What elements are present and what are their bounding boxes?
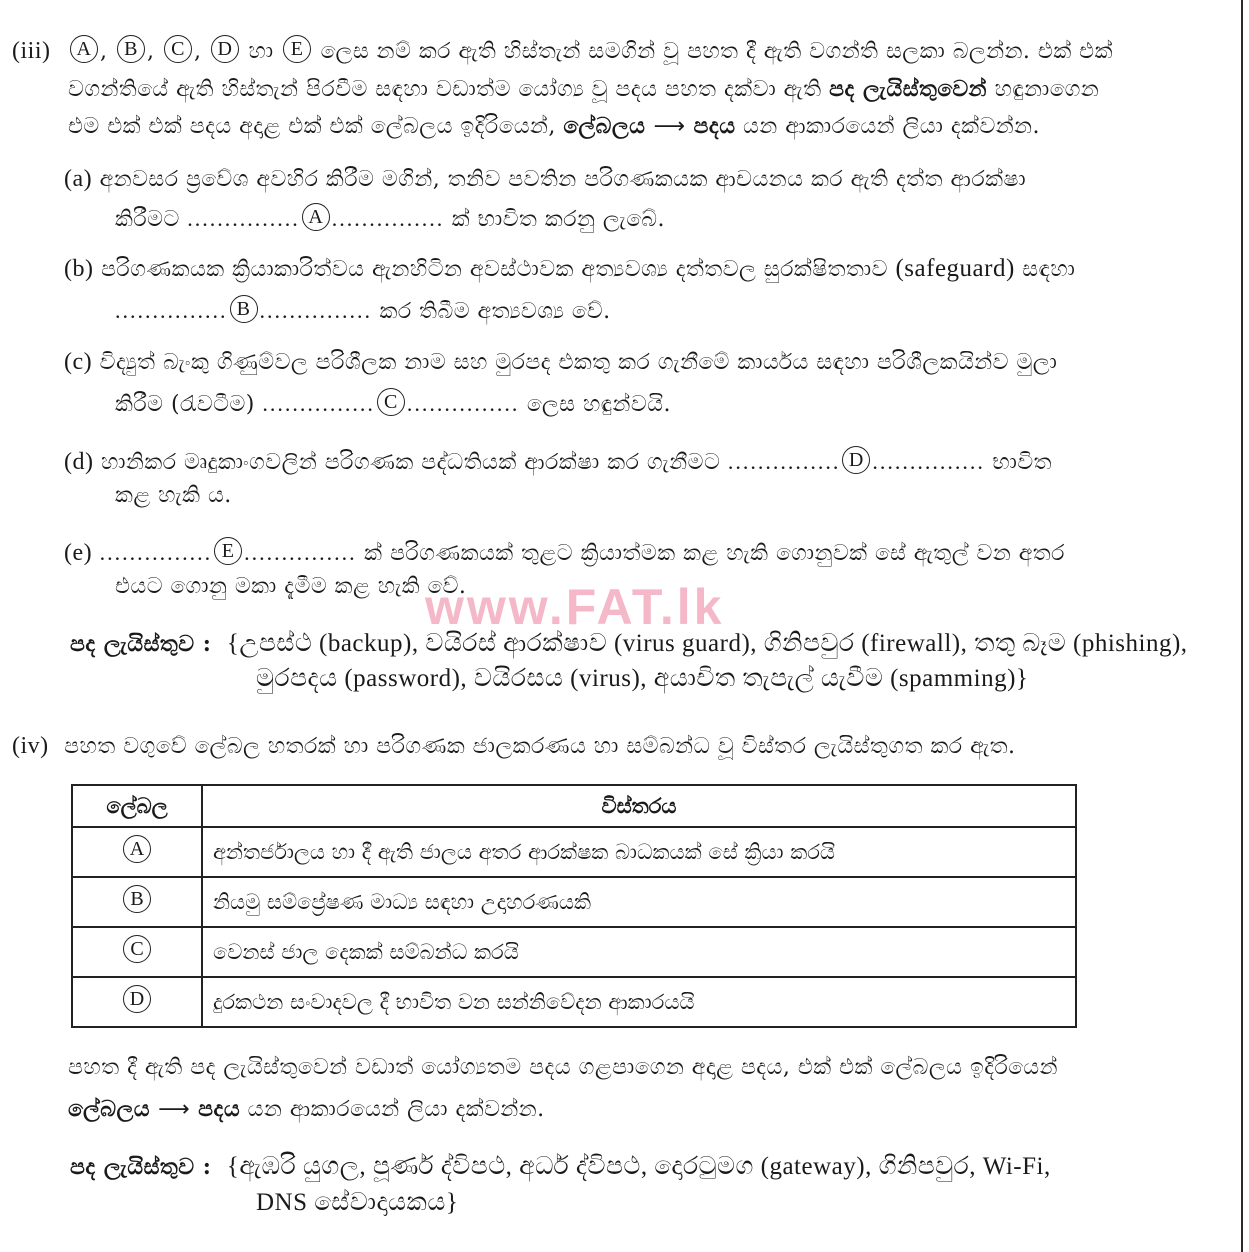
blank-dots: ............... bbox=[331, 206, 445, 231]
item-a-line-2 bbox=[115, 204, 665, 235]
label-description-table bbox=[71, 784, 1077, 1028]
item-a-line-1 bbox=[64, 164, 1026, 195]
word-list-iii-line-1 bbox=[70, 629, 1188, 660]
blank-dots: ............... bbox=[187, 206, 300, 231]
blank-label-e: E bbox=[214, 537, 242, 565]
item-d-line-2 bbox=[115, 481, 232, 511]
part-iii-number: (iii) bbox=[12, 38, 51, 64]
blank-dots: ............... bbox=[244, 540, 357, 565]
blank-dots: ............... bbox=[115, 298, 228, 323]
part-iv-intro-text: පහත වගුවේ ලේබල හතරක් හා පරිගණක ජාලකරණය හා සම්බන්ධ වූ විස්තර ලැයිස්තුගත කර ඇත. bbox=[64, 734, 1016, 759]
table-row bbox=[72, 827, 1076, 877]
page-right-border bbox=[1241, 0, 1243, 1252]
item-e-key: (e) bbox=[64, 540, 93, 566]
blank-dots: ............... bbox=[727, 449, 841, 474]
label-b-circle: B bbox=[117, 35, 145, 63]
word-list-iii-line-2: මුරපදය (password), වයිරසය (virus), අයාචිත තැපැල් යැවීම (spamming)} bbox=[256, 665, 1029, 692]
item-a-pre: කිරීමට bbox=[115, 207, 180, 232]
part-iv-number: (iv) bbox=[12, 733, 49, 759]
blank-label-d: D bbox=[842, 446, 870, 474]
word-list-text-1: {ඇඹරි යුගල, පූර්ණ ද්විපථ, අර්ධ ද්විපථ, දොරටුමග (gateway), ගිනිපවුර, Wi-Fi, bbox=[226, 1153, 1051, 1180]
table-row bbox=[72, 977, 1076, 1027]
word-list-label: පද ලැයිස්තුව : bbox=[70, 631, 212, 657]
term-word-bold: පදය bbox=[198, 1096, 241, 1122]
part-iv-instruction-1: පහත දී ඇති පද ලැයිස්තුවෙන් වඩාත් යෝග්‍යතම පදය ගළපාගෙන අදාළ පදය, එක් එක් ලේබලය ඉදිරියෙන් bbox=[68, 1055, 1058, 1080]
item-e-line-1 bbox=[64, 538, 1065, 569]
item-b-latin: (safeguard) bbox=[895, 255, 1015, 282]
item-c-line-1 bbox=[64, 347, 1057, 378]
label-e-circle: E bbox=[283, 35, 311, 63]
part-iii-intro-line-3 bbox=[68, 111, 1040, 142]
part-iv-instruction-2 bbox=[68, 1094, 545, 1125]
item-c-text: විද්‍යුත් බැංකු ගිණුම්වල පරිශීලක නාම සහ මුරපද එකතු කර ගැනීමේ කාර්යය සඳහා පරිශීලකයින්ව මුලා bbox=[99, 350, 1058, 375]
blank-dots: ............... bbox=[99, 540, 213, 565]
item-a-key: (a) bbox=[64, 166, 93, 192]
part-iii-intro-line-1: (iii) A , B , C , D හා E ලෙස නම් කර ඇති හිස්තැන් සමගින් වූ පහත දී ඇති වගන්ති සලකා බලන්න. එක් එක් bbox=[12, 36, 1113, 67]
item-b-post: කර තිබීම අත්‍යවශ්‍ය වේ. bbox=[379, 299, 611, 324]
arrow-icon: ⟶ bbox=[653, 114, 686, 139]
intro-conjunction: හා bbox=[248, 39, 274, 64]
label-c-circle: C bbox=[164, 35, 192, 63]
blank-label-a: A bbox=[302, 203, 330, 231]
item-b-line-2 bbox=[115, 296, 611, 327]
table-row bbox=[72, 877, 1076, 927]
blank-dots: ............... bbox=[406, 391, 520, 416]
label-word-bold: ලේබලය bbox=[68, 1096, 151, 1122]
row-desc: අන්තර්ජාලය හා දී ඇති ජාලය අතර ආරක්ෂක බාධකයක් සේ ක්‍රියා කරයි bbox=[202, 827, 1076, 877]
item-b-line-1 bbox=[64, 254, 1075, 285]
label-d-circle: D bbox=[211, 35, 239, 63]
part-iv-intro bbox=[12, 731, 1016, 762]
item-d-line2-text: කළ හැකි ය. bbox=[115, 483, 232, 508]
term-word-bold: පදය bbox=[693, 113, 736, 139]
item-b-text: පරිගණකයක ක්‍රියාකාරිත්වය ඇනහිටින අවස්ථාවක අත්‍යවශ්‍ය දත්තවල සුරක්ෂිතතාව bbox=[100, 257, 888, 282]
intro-text-2b-bold: පද ලැයිස්තුවෙන් bbox=[829, 76, 988, 102]
label-word-bold: ලේබලය bbox=[563, 113, 646, 139]
arrow-icon: ⟶ bbox=[158, 1097, 191, 1122]
intro-text-3a: එම එක් එක් පදය අදාළ එක් එක් ලේබලය ඉදිරියෙන්, bbox=[68, 114, 556, 139]
item-d-key: (d) bbox=[64, 449, 94, 475]
row-label-b: B bbox=[123, 885, 151, 913]
intro-text-2c: හඳුනාගෙන bbox=[994, 77, 1100, 102]
item-e-line2-text: එයට ගොනු මකා දැමීම කළ හැකි වේ. bbox=[115, 574, 467, 599]
item-a-text: අනවසර ප්‍රවේශ අවහිර කිරීම මගින්, තනිව පවතින පරිගණකයක ආචයනය කර ඇති දත්ත ආරක්ෂා bbox=[99, 167, 1027, 192]
intro-text-2a: වගන්තියේ ඇති හිස්තැන් පිරවීම සඳහා වඩාත්ම යෝග්‍ය වූ පදය පහත දක්වා ඇති bbox=[68, 77, 822, 102]
row-label-a: A bbox=[123, 835, 151, 863]
word-list-text-1: {උපස්ථ (backup), වයිරස් ආරක්ෂාව (virus guard), ගිනිපවුර (firewall), තතු බෑම (phishing), bbox=[226, 630, 1188, 657]
part-iii-intro-line-2 bbox=[68, 74, 1099, 105]
blank-label-b: B bbox=[230, 295, 258, 323]
table-header-row bbox=[72, 785, 1076, 827]
table-row bbox=[72, 927, 1076, 977]
header-label: ලේබල bbox=[72, 785, 202, 827]
item-e-line-2 bbox=[115, 572, 466, 602]
row-desc: නියමු සම්ප්‍රේෂණ මාධ්‍ය සඳහා උදාහරණයකි bbox=[202, 877, 1076, 927]
blank-dots: ............... bbox=[872, 449, 985, 474]
item-d-post: භාවිත bbox=[992, 450, 1053, 475]
instr-text: යන ආකාරයෙන් ලියා දක්වන්න. bbox=[247, 1097, 545, 1122]
item-d-line-1 bbox=[64, 447, 1052, 478]
intro-text-3d: යන ආකාරයෙන් ලියා දක්වන්න. bbox=[743, 114, 1041, 139]
blank-dots: ............... bbox=[259, 298, 372, 323]
item-c-line-2 bbox=[115, 389, 671, 420]
item-c-key: (c) bbox=[64, 349, 93, 375]
blank-dots: ............... bbox=[262, 391, 375, 416]
row-desc: වෙනස් ජාල දෙකක් සම්බන්ධ කරයි bbox=[202, 927, 1076, 977]
row-label-c: C bbox=[123, 935, 151, 963]
row-label-d: D bbox=[123, 985, 151, 1013]
watermark: www.FAT.lk bbox=[425, 579, 725, 635]
intro-text-1: ලෙස නම් කර ඇති හිස්තැන් සමගින් වූ පහත දී ඇති වගන්ති සලකා බලන්න. එක් එක් bbox=[320, 39, 1113, 64]
item-a-post: ක් භාවිත කරනු ලැබේ. bbox=[451, 207, 666, 232]
item-c-post: ලෙස හඳුන්වයි. bbox=[526, 392, 671, 417]
blank-label-c: C bbox=[377, 388, 405, 416]
word-list-label: පද ලැයිස්තුව : bbox=[70, 1154, 212, 1180]
item-c-pre: කිරීම (රැවටීම) bbox=[115, 392, 255, 417]
header-description: විස්තරය bbox=[202, 785, 1076, 827]
item-e-text: ක් පරිගණකයක් තුළට ක්‍රියාත්මක කළ හැකි ගොනුවක් සේ ඇතුල් වන අතර bbox=[364, 541, 1065, 566]
label-a-circle: A bbox=[70, 35, 98, 63]
item-d-text: හානිකර මෘදුකාංගවලින් පරිගණක පද්ධතියක් ආරක්ෂා කර ගැනීමට bbox=[100, 450, 721, 475]
word-list-iv-line-2: DNS සේවාදායකය} bbox=[256, 1189, 459, 1216]
row-desc: දුරකථන සංවාදවල දී භාවිත වන සන්නිවේදන ආකාරයයි bbox=[202, 977, 1076, 1027]
word-list-iv-line-1 bbox=[70, 1152, 1051, 1183]
item-b-post1: සඳහා bbox=[1022, 257, 1076, 282]
item-b-key: (b) bbox=[64, 256, 94, 282]
